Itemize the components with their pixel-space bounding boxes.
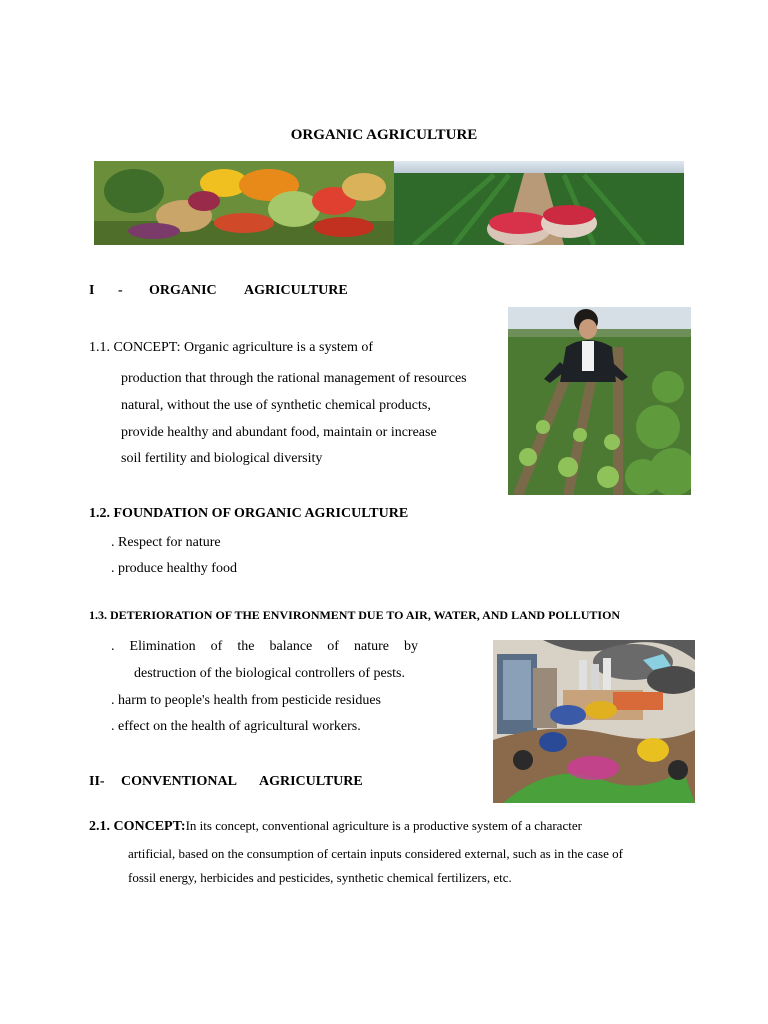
concept-line-3: natural, without the use of synthetic chemical products, — [121, 398, 431, 413]
pollution-illustration — [493, 640, 695, 803]
section2-heading-word2: AGRICULTURE — [259, 774, 363, 789]
conventional-line-3: fossil energy, herbicides and pesticides, synthetic chemical fertilizers, etc. — [128, 870, 512, 885]
section-number-1: I — [89, 283, 95, 298]
page-title: ORGANIC AGRICULTURE — [290, 127, 478, 143]
banner-image — [94, 161, 684, 245]
conventional-line-1 — [89, 818, 582, 835]
conventional-concept-label: 2.1. CONCEPT: — [89, 819, 186, 834]
deterioration-item-2: . harm to people's health from pesticide residues — [111, 693, 381, 708]
concept-line-1: 1.1. CONCEPT: Organic agriculture is a system of — [89, 340, 374, 355]
concept-line-4: provide healthy and abundant food, maintain or increase — [121, 425, 437, 440]
deterioration-heading: 1.3. DETERIORATION OF THE ENVIRONMENT DUE TO AIR, WATER, AND LAND POLLUTION — [89, 608, 621, 622]
deterioration-item-1: . Elimination of the balance of nature by — [111, 639, 418, 654]
foundation-item-1: . Respect for nature — [111, 535, 221, 550]
conventional-text-1: In its concept, conventional agriculture is a productive system of a character — [185, 818, 582, 833]
deterioration-item-3: . effect on the health of agricultural workers. — [111, 719, 361, 734]
section-heading-word1: ORGANIC — [149, 283, 217, 298]
concept-line-2: production that through the rational management of resources — [121, 371, 467, 386]
foundation-heading: 1.2. FOUNDATION OF ORGANIC AGRICULTURE — [89, 506, 409, 521]
concept-line-5: soil fertility and biological diversity — [121, 451, 323, 466]
foundation-item-2: . produce healthy food — [111, 561, 237, 576]
section2-heading-word1: CONVENTIONAL — [121, 774, 237, 789]
section-heading-word2: AGRICULTURE — [244, 283, 348, 298]
section-dash: - — [118, 283, 123, 298]
farmer-field-image — [508, 307, 691, 495]
conventional-line-2: artificial, based on the consumption of certain inputs considered external, such as in the case of — [128, 846, 623, 861]
section-number-2: II- — [89, 774, 105, 789]
deterioration-item-1b: destruction of the biological controllers of pests. — [134, 666, 405, 681]
